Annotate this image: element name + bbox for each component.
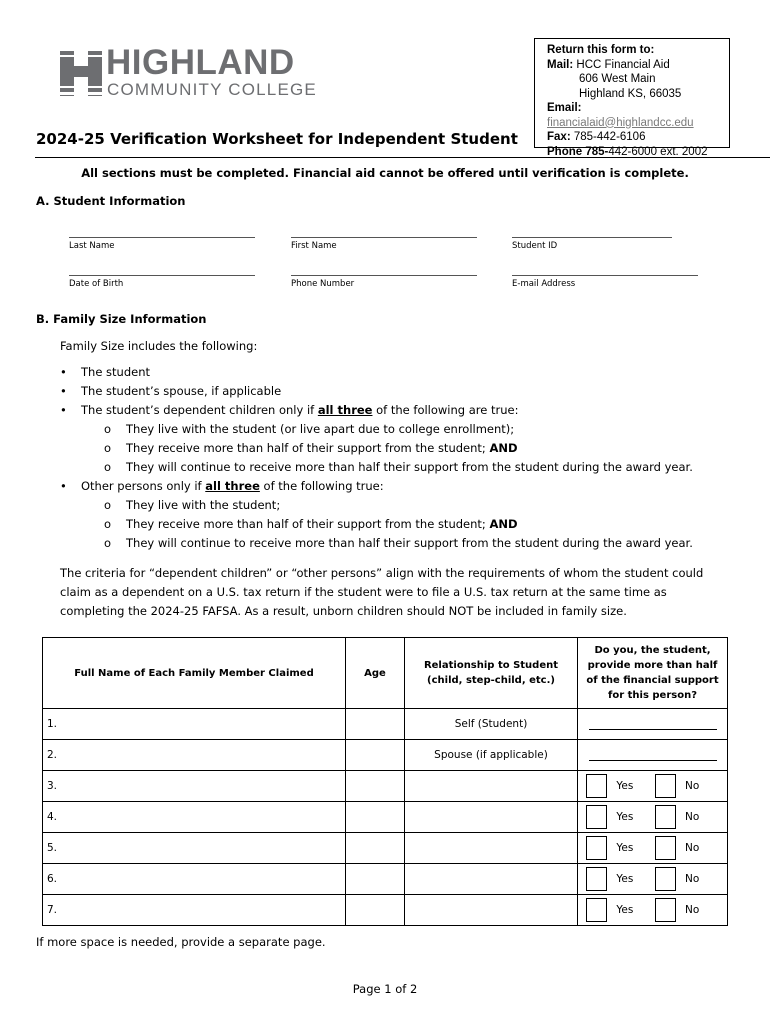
row-name-cell[interactable]: 4.	[43, 802, 346, 833]
header-age: Age	[346, 638, 405, 709]
section-b-heading: B. Family Size Information	[36, 312, 207, 326]
yes-label: Yes	[616, 780, 634, 792]
date-of-birth-field[interactable]	[69, 275, 255, 276]
email-label: Email:	[547, 102, 582, 114]
bullet-other-persons: Other persons only if all three of the following true:	[81, 479, 384, 493]
sub-bullet: o	[104, 536, 112, 550]
yes-checkbox[interactable]	[586, 805, 607, 829]
student-id-label: Student ID	[512, 241, 558, 251]
logo-word: HIGHLAND	[106, 43, 295, 82]
row-relationship-cell[interactable]	[405, 895, 578, 926]
student-id-field[interactable]	[512, 237, 672, 238]
row-age-cell[interactable]	[346, 833, 405, 864]
yes-label: Yes	[616, 811, 634, 823]
sub-bullet: o	[104, 422, 112, 436]
row-relationship-cell[interactable]	[405, 864, 578, 895]
bullet-dot: •	[60, 479, 67, 493]
no-label: No	[684, 873, 700, 885]
completion-notice: All sections must be completed. Financial aid cannot be offered until verification is complete.	[81, 166, 689, 180]
yes-checkbox[interactable]	[586, 836, 607, 860]
row-relationship-cell: Self (Student)	[405, 709, 578, 740]
phone-label: Phone	[547, 145, 583, 158]
email-link[interactable]: financialaid@highlandcc.edu	[547, 116, 694, 129]
last-name-label: Last Name	[69, 241, 115, 251]
row-relationship-cell[interactable]	[405, 771, 578, 802]
return-address-box	[534, 38, 730, 158]
fax-number: 785-442-6106	[573, 131, 646, 143]
row-age-cell[interactable]	[346, 864, 405, 895]
more-space-note: If more space is needed, provide a separate page.	[36, 935, 326, 949]
row-name-cell[interactable]: 7.	[43, 895, 346, 926]
row-name-cell[interactable]: 6.	[43, 864, 346, 895]
support-checkboxes	[578, 864, 728, 895]
header-support: Do you, the student, provide more than half of the financial support for this person?	[578, 638, 728, 709]
phone-number: 442-6000 ext. 2002	[608, 145, 708, 158]
row-name-cell[interactable]: 1.	[43, 709, 346, 740]
college-logo	[60, 43, 330, 102]
support-checkboxes	[578, 802, 728, 833]
section-a-heading: A. Student Information	[36, 194, 186, 208]
no-label: No	[684, 811, 700, 823]
row-age-cell[interactable]	[346, 709, 405, 740]
sub-bullet: o	[104, 460, 112, 474]
other-condition-1: They live with the student;	[126, 498, 281, 512]
bullet-spouse: The student’s spouse, if applicable	[81, 384, 282, 398]
other-condition-3: They will continue to receive more than half their support from the student during the award year.	[126, 536, 693, 550]
support-answer-line[interactable]	[578, 740, 728, 771]
bullet-dependent-children: The student’s dependent children only if all three of the following are true:	[81, 403, 519, 417]
email-address-label: E-mail Address	[512, 279, 576, 289]
table-row	[43, 740, 728, 771]
table-row	[43, 771, 728, 802]
phone-number-field[interactable]	[291, 275, 477, 276]
return-heading: Return this form to:	[547, 44, 655, 56]
table-row	[43, 709, 728, 740]
children-condition-3: They will continue to receive more than half their support from the student during the award year.	[126, 460, 693, 474]
row-relationship-cell[interactable]	[405, 802, 578, 833]
phone-number-label: Phone Number	[291, 279, 355, 289]
criteria-paragraph: The criteria for “dependent children” or “other persons” align with the requirements of whom the student could claim as a dependent on a U.S. tax return if the student were to file a U.S. tax return at the same time as completing the 2024-25 FAFSA. As a result, unborn children should NOT be included in family size.	[60, 566, 704, 618]
family-members-table	[42, 637, 728, 926]
row-relationship-cell[interactable]	[405, 833, 578, 864]
table-header-row	[43, 638, 728, 709]
row-relationship-cell: Spouse (if applicable)	[405, 740, 578, 771]
yes-label: Yes	[616, 873, 634, 885]
sub-bullet: o	[104, 517, 112, 531]
row-age-cell[interactable]	[346, 740, 405, 771]
children-condition-1: They live with the student (or live apart due to college enrollment);	[126, 422, 515, 436]
fax-label: Fax:	[547, 131, 571, 143]
table-row	[43, 895, 728, 926]
table-row	[43, 802, 728, 833]
children-condition-2: They receive more than half of their support from the student; AND	[126, 441, 518, 455]
yes-checkbox[interactable]	[586, 898, 607, 922]
no-checkbox[interactable]	[655, 774, 676, 798]
no-checkbox[interactable]	[655, 836, 676, 860]
yes-checkbox[interactable]	[586, 774, 607, 798]
first-name-field[interactable]	[291, 237, 477, 238]
mail-label: Mail:	[547, 58, 574, 71]
row-age-cell[interactable]	[346, 771, 405, 802]
row-age-cell[interactable]	[346, 802, 405, 833]
page-title: 2024-25 Verification Worksheet for Independent Student	[36, 130, 518, 148]
support-checkboxes	[578, 895, 728, 926]
table-row	[43, 864, 728, 895]
support-checkboxes	[578, 833, 728, 864]
sub-bullet: o	[104, 441, 112, 455]
other-condition-2: They receive more than half of their support from the student; AND	[126, 517, 518, 531]
mail-city: Highland KS, 66035	[579, 87, 682, 100]
bullet-dot: •	[60, 365, 67, 379]
no-label: No	[684, 780, 700, 792]
phone-prefix: 785-	[585, 145, 609, 158]
header-divider	[35, 157, 770, 158]
last-name-field[interactable]	[69, 237, 255, 238]
email-address-field[interactable]	[512, 275, 698, 276]
bullet-dot: •	[60, 384, 67, 398]
header-relationship: Relationship to Student (child, step-child, etc.)	[405, 638, 578, 709]
mail-street: 606 West Main	[579, 73, 656, 85]
first-name-label: First Name	[291, 241, 337, 251]
logo-h-mark	[60, 46, 104, 98]
no-label: No	[684, 904, 700, 916]
family-size-intro: Family Size includes the following:	[60, 339, 258, 353]
no-label: No	[684, 842, 700, 854]
support-answer-line[interactable]	[578, 709, 728, 740]
no-checkbox[interactable]	[655, 867, 676, 891]
mail-name: HCC Financial Aid	[576, 58, 670, 71]
sub-bullet: o	[104, 498, 112, 512]
bullet-dot: •	[60, 403, 67, 417]
yes-checkbox[interactable]	[586, 867, 607, 891]
no-checkbox[interactable]	[655, 898, 676, 922]
row-name-cell[interactable]: 5.	[43, 833, 346, 864]
page-number: Page 1 of 2	[352, 982, 418, 996]
row-age-cell[interactable]	[346, 895, 405, 926]
logo-subtitle: COMMUNITY COLLEGE	[107, 80, 317, 99]
no-checkbox[interactable]	[655, 805, 676, 829]
row-name-cell[interactable]: 3.	[43, 771, 346, 802]
row-name-cell[interactable]: 2.	[43, 740, 346, 771]
yes-label: Yes	[616, 842, 634, 854]
support-checkboxes	[578, 771, 728, 802]
header-full-name: Full Name of Each Family Member Claimed	[43, 638, 346, 709]
date-of-birth-label: Date of Birth	[69, 279, 124, 289]
table-row	[43, 833, 728, 864]
yes-label: Yes	[616, 904, 634, 916]
bullet-student: The student	[81, 365, 151, 379]
